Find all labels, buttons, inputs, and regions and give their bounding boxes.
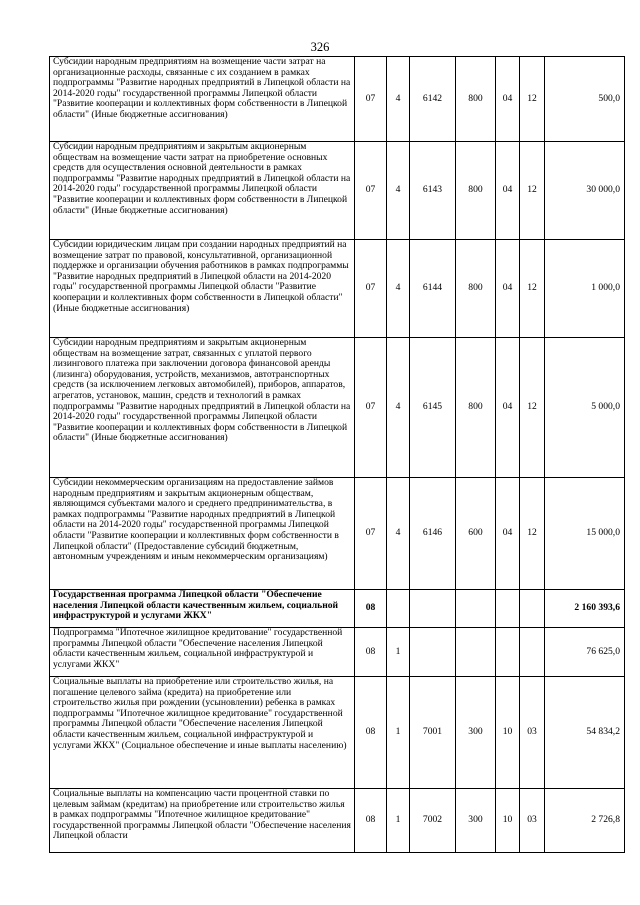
table-row: [50, 478, 625, 590]
row-description: Субсидии народным предприятиям и закрытым акционерным обществам на возмещение части затрат на приобретение основных средств для осуществления основной деятельности в рамках подпрограммы "Развитие народных предприятий в Липецкой области на 2014-2020 годы" государственной программы Липецкой области "Развитие кооперации и коллективных форм собственности в Липецкой области" (Иные бюджетные ассигнования): [50, 142, 355, 240]
table-row: [50, 677, 625, 789]
program-code: 07: [355, 338, 387, 478]
expense-code: 6144: [410, 240, 456, 338]
program-code: 07: [355, 142, 387, 240]
section-code: 04: [496, 338, 520, 478]
section-code: 04: [496, 57, 520, 142]
expense-code: [410, 590, 456, 628]
program-code: 07: [355, 240, 387, 338]
expense-code: 6145: [410, 338, 456, 478]
row-description: Субсидии народным предприятиям и закрытым акционерным обществам на возмещение затрат, связанных с уплатой первого лизингового платежа при заключении договора финансовой аренды (лизинга) оборудования, устройств, механизмов, автотранспортных средств (за исключением легковых автомобилей), приборов, аппаратов, агрегатов, установок, машин, средств и технологий в рамках подпрограммы "Развитие народных предприятий в Липецкой области на 2014-2020 годы" государственной программы Липецкой области "Развитие кооперации и коллективных форм собственности в Липецкой области" (Иные бюджетные ассигнования): [50, 338, 355, 478]
table-row: [50, 240, 625, 338]
subprogram-code: 4: [387, 240, 410, 338]
table-row: [50, 628, 625, 677]
expense-code: 6142: [410, 57, 456, 142]
table-row: [50, 590, 625, 628]
expense-type: 800: [456, 57, 496, 142]
row-description: Социальные выплаты на компенсацию части процентной ставки по целевым займам (кредитам) на приобретение или строительство жилья в рамках подпрограммы "Ипотечное жилищное кредитование" государственной программы Липецкой области "Обеспечение населения Липецкой области: [50, 789, 355, 853]
program-code: 08: [355, 590, 387, 628]
subprogram-code: [387, 590, 410, 628]
section-code: 04: [496, 478, 520, 590]
expense-type: 800: [456, 142, 496, 240]
expense-type: 800: [456, 338, 496, 478]
subsection-code: 12: [520, 478, 545, 590]
table-row: [50, 57, 625, 142]
expense-code: 7001: [410, 677, 456, 789]
subsection-code: 12: [520, 57, 545, 142]
table-row: [50, 789, 625, 853]
row-description: Государственная программа Липецкой области "Обеспечение населения Липецкой области качественным жильем, социальной инфраструктурой и услугами ЖКХ": [50, 590, 355, 628]
row-description: Социальные выплаты на приобретение или строительство жилья, на погашение целевого займа (кредита) на приобретение или строительство жилья при рождении (усыновлении) ребенка в рамках подпрограммы "Ипотечное жилищное кредитование" государственной программы Липецкой области "Обеспечение населения Липецкой области качественным жильем, социальной инфраструктурой и услугами ЖКХ" (Социальное обеспечение и иные выплаты населению): [50, 677, 355, 789]
amount: 500,0: [545, 57, 625, 142]
section-code: 04: [496, 240, 520, 338]
amount: 5 000,0: [545, 338, 625, 478]
expense-type: 300: [456, 789, 496, 853]
section-code: [496, 590, 520, 628]
subsection-code: [520, 590, 545, 628]
subprogram-code: 4: [387, 338, 410, 478]
subsection-code: 12: [520, 338, 545, 478]
amount: 1 000,0: [545, 240, 625, 338]
table-row: [50, 338, 625, 478]
expense-code: [410, 628, 456, 677]
page-number: 326: [310, 40, 330, 54]
table-row: [50, 142, 625, 240]
amount: 15 000,0: [545, 478, 625, 590]
expense-type: [456, 628, 496, 677]
program-code: 07: [355, 478, 387, 590]
subprogram-code: 4: [387, 478, 410, 590]
expense-code: 7002: [410, 789, 456, 853]
program-code: 07: [355, 57, 387, 142]
expense-type: 300: [456, 677, 496, 789]
row-description: Субсидии некоммерческим организациям на предоставление займов народным предприятиям и закрытым акционерным обществам, являющимся субъектами малого и среднего предпринимательства, в рамках подпрограммы "Развитие народных предприятий в Липецкой области на 2014-2020 годы" государственной программы Липецкой области "Развитие кооперации и коллективных форм собственности в Липецкой области" (Предоставление субсидий бюджетным, автономным учреждениям и иным некоммерческим организациям): [50, 478, 355, 590]
program-code: 08: [355, 677, 387, 789]
amount: 2 160 393,6: [545, 590, 625, 628]
expense-type: [456, 590, 496, 628]
program-code: 08: [355, 789, 387, 853]
subsection-code: 03: [520, 677, 545, 789]
amount: 54 834,2: [545, 677, 625, 789]
subsection-code: 12: [520, 240, 545, 338]
subsection-code: [520, 628, 545, 677]
row-description: Подпрограмма "Ипотечное жилищное кредитование" государственной программы Липецкой области "Обеспечение населения Липецкой области качественным жильем, социальной инфраструктурой и услугами ЖКХ": [50, 628, 355, 677]
row-description: Субсидии юридическим лицам при создании народных предприятий на возмещение затрат по правовой, консультативной, организационной поддержке и организации обучения работников в рамках подпрограммы "Развитие народных предприятий в Липецкой области на 2014-2020 годы" государственной программы Липецкой области "Развитие кооперации и коллективных форм собственности в Липецкой области" (Иные бюджетные ассигнования): [50, 240, 355, 338]
section-code: 04: [496, 142, 520, 240]
subsection-code: 12: [520, 142, 545, 240]
program-code: 08: [355, 628, 387, 677]
section-code: 10: [496, 789, 520, 853]
expense-code: 6146: [410, 478, 456, 590]
subprogram-code: 4: [387, 57, 410, 142]
expense-type: 600: [456, 478, 496, 590]
amount: 30 000,0: [545, 142, 625, 240]
row-description: Субсидии народным предприятиям на возмещение части затрат на организационные расходы, связанные с их созданием в рамках подпрограммы "Развитие народных предприятий в Липецкой области на 2014-2020 годы" государственной программы Липецкой области "Развитие кооперации и коллективных форм собственности в Липецкой области" (Иные бюджетные ассигнования): [50, 57, 355, 142]
section-code: 10: [496, 677, 520, 789]
budget-table: [49, 56, 625, 853]
amount: 2 726,8: [545, 789, 625, 853]
expense-code: 6143: [410, 142, 456, 240]
subsection-code: 03: [520, 789, 545, 853]
amount: 76 625,0: [545, 628, 625, 677]
subprogram-code: 4: [387, 142, 410, 240]
expense-type: 800: [456, 240, 496, 338]
section-code: [496, 628, 520, 677]
subprogram-code: 1: [387, 677, 410, 789]
subprogram-code: 1: [387, 789, 410, 853]
subprogram-code: 1: [387, 628, 410, 677]
